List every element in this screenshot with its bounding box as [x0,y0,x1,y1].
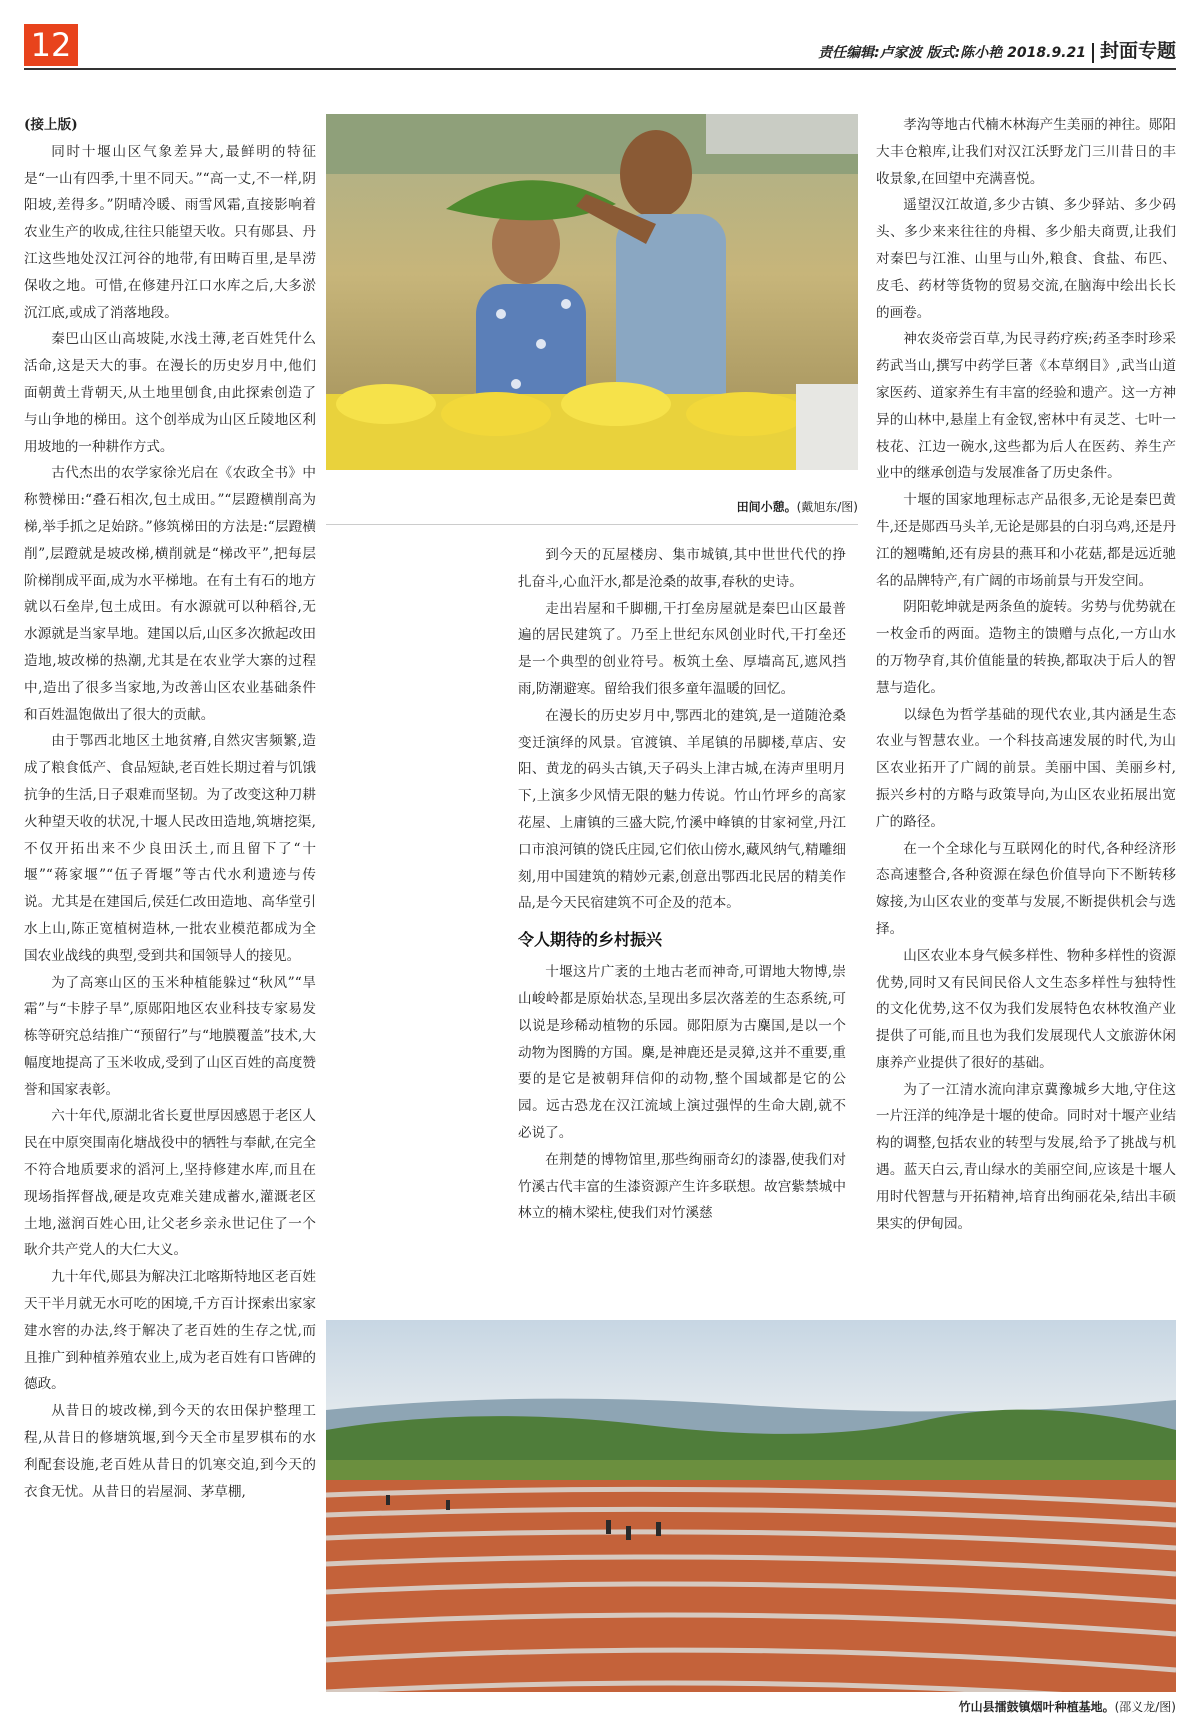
article-column-3 [876,112,1176,1237]
continued-note: (接上版) [24,117,78,133]
article-column-1 [24,112,316,1505]
paragraph: 古代杰出的农学家徐光启在《农政全书》中称赞梯田:“叠石相次,包土成田。”“层蹬横削高为梯,举手抓之足始跻。”修筑梯田的方法是:“层蹬横削”,层蹬就是坡改梯,横削就是“梯改平”,把每层阶梯削成平面,成为水平梯地。在有土有石的地方就以石垒岸,包土成田。有水源就可以种稻谷,无水源就是当家旱地。建国以后,山区多次掀起改田造地,坡改梯的热潮,尤其是在农业学大寨的过程中,造出了很多当家地,为改善山区农业基础条件和百姓温饱做出了很大的贡献。 [24,465,316,723]
paragraph: 神农炎帝尝百草,为民寻药疗疾;药圣李时珍采药武当山,撰写中药学巨著《本草纲目》,武当山道家医药、道家养生有丰富的经验和遗产。这一方神异的山林中,悬崖上有金钗,密林中有灵芝、七叶一枝花、江边一碗水,这些都为后人在医药、养生产业中的继承创造与发展准备了历史条件。 [876,331,1176,482]
paragraph: 为了高寒山区的玉米种植能躲过“秋风”“旱霜”与“卡脖子旱”,原郧阳地区农业科技专家易发栋等研究总结推广“预留行”与“地膜覆盖”技术,大幅度地提高了玉米收成,受到了山区百姓的高度赞誉和国家表彰。 [24,974,316,1098]
section-title: 封面专题 [1099,40,1176,62]
photo1-caption-text: 田间小憩。 [736,500,797,514]
photo2-caption [326,1698,1176,1715]
paragraph: 孝沟等地古代楠木林海产生美丽的神往。郧阳大丰仓粮库,让我们对汉江沃野龙门三川昔日的丰收景象,在回望中充满喜悦。 [876,117,1176,187]
paragraph: 同时十堰山区气象差异大,最鲜明的特征是“一山有四季,十里不同天。”“高一丈,不一样,阴阳坡,差得多。”阴晴冷暖、雨雪风霜,直接影响着农业生产的收成,往往只能望天收。只有郧县、丹江这些地处汉江河谷的地带,有田畴百里,是旱涝保收之地。可惜,在修建丹江口水库之后,大多淤沉江底,或成了消落地段。 [24,143,316,321]
paragraph: 十堰的国家地理标志产品很多,无论是秦巴黄牛,还是郧西马头羊,无论是郧县的白羽乌鸡,还是丹江的翘嘴鲌,还有房县的燕耳和小花菇,都是远近驰名的品牌特产,有广阔的市场前景与开发空间。 [876,492,1176,589]
photo-tobacco-field [326,1320,1176,1692]
photo1-caption [326,498,858,515]
caption-divider [326,524,858,525]
paragraph: 到今天的瓦屋楼房、集市城镇,其中世世代代的挣扎奋斗,心血汗水,都是沧桑的故事,春秋的史诗。 [518,547,846,590]
header-separator [1092,43,1094,63]
paragraph: 十堰这片广袤的土地古老而神奇,可谓地大物博,崇山峻岭都是原始状态,呈现出多层次落差的生态系统,可以说是珍稀动植物的乐园。郧阳原为古麇国,是以一个动物为图腾的方国。麇,是神鹿还是灵獐,这并不重要,重要的是它是被朝拜信仰的动物,整个国域都是它的公园。远古恐龙在汉江流域上演过强悍的生命大剧,就不必说了。 [518,964,846,1141]
header-layout: 版式:陈小艳 [926,45,1003,61]
paragraph: 在漫长的历史岁月中,鄂西北的建筑,是一道随沧桑变迁演绎的风景。官渡镇、羊尾镇的吊脚楼,草店、安阳、黄龙的码头古镇,天子码头上津古城,在涛声里明月下,上演多少风情无限的魅力传说。竹山竹坪乡的高家花屋、上庸镇的三盛大院,竹溪中峰镇的甘家祠堂,丹江口市浪河镇的饶氏庄园,它们依山傍水,藏风纳气,精雕细刻,用中国建筑的精妙元素,创意出鄂西北民居的精美作品,是今天民宿建筑不可企及的范本。 [518,707,846,912]
paragraph: 山区农业本身气候多样性、物种多样性的资源优势,同时又有民间民俗人文生态多样性与独特性的文化优势,这不仅为我们发展特色农林牧渔产业提供了可能,而且也为我们发展现代人文旅游休闲康养产业提供了很好的基础。 [876,947,1176,1071]
photo2-caption-text: 竹山县擂鼓镇烟叶种植基地。 [958,1700,1115,1714]
paragraph: 九十年代,郧县为解决江北喀斯特地区老百姓天干半月就无水可吃的困境,千方百计探索出家家建水窖的办法,终于解决了老百姓的生存之忧,而且推广到种植养殖农业上,成为老百姓有口皆碑的德政。 [24,1269,316,1393]
photo-couple-resting [326,114,858,470]
paragraph: 从昔日的坡改梯,到今天的农田保护整理工程,从昔日的修塘筑堰,到今天全市星罗棋布的水利配套设施,老百姓从昔日的饥寒交迫,到今天的衣食无忧。从昔日的岩屋洞、茅草棚, [24,1403,316,1500]
paragraph: 走出岩屋和千脚棚,干打垒房屋就是秦巴山区最普遍的居民建筑了。乃至上世纪东风创业时代,干打垒还是一个典型的创业符号。板筑土垒、厚墙高瓦,遮风挡雨,防潮避寒。留给我们很多童年温暖的回忆。 [518,600,846,697]
paragraph: 在一个全球化与互联网化的时代,各种经济形态高速整合,各种资源在绿色价值导向下不断转移嫁接,为山区农业的变革与发展,不断提供机会与选择。 [876,840,1176,937]
paragraph: 以绿色为哲学基础的现代农业,其内涵是生态农业与智慧农业。一个科技高速发展的时代,为山区农业拓开了广阔的前景。美丽中国、美丽乡村,振兴乡村的方略与政策导向,为山区农业拓展出宽广的路径。 [876,706,1176,830]
photo1-credit: (戴旭东/图) [796,500,858,514]
header-rule [24,68,1176,70]
header-editor: 责任编辑:卢家波 [818,45,922,61]
paragraph: 为了一江清水流向津京冀豫城乡大地,守住这一片汪洋的纯净是十堰的使命。同时对十堰产业结构的调整,包括农业的转型与发展,给予了挑战与机遇。蓝天白云,青山绿水的美丽空间,应该是十堰人用时代智慧与开拓精神,培育出绚丽花朵,结出丰硕果实的伊甸园。 [876,1081,1176,1232]
paragraph: 六十年代,原湖北省长夏世厚因感恩于老区人民在中原突围南化塘战役中的牺牲与奉献,在完全不符合地质要求的滔河上,坚持修建水库,而且在现场指挥督战,硬是攻克难关建成蓄水,灌溉老区土地,滋润百姓心田,让父老乡亲永世记住了一个耿介共产党人的大仁大义。 [24,1108,316,1259]
paragraph: 由于鄂西北地区土地贫瘠,自然灾害频繁,造成了粮食低产、食品短缺,老百姓长期过着与饥饿抗争的生活,日子艰难而坚韧。为了改变这种刀耕火种望天收的状况,十堰人民改田造地,筑塘挖渠,不仅开拓出来不少良田沃土,而且留下了“十堰”“蒋家堰”“伍子胥堰”等古代水利遗迹与传说。尤其是在建国后,侯廷仁改田造地、高华堂引水上山,陈正宽植树造林,一批农业模范都成为全国农业战线的典型,受到共和国领导人的接见。 [24,733,316,964]
header-info [818,36,1176,63]
page-header [24,24,1176,70]
subheading: 令人期待的乡村振兴 [518,930,663,950]
paragraph: 秦巴山区山高坡陡,水浅土薄,老百姓凭什么活命,这是天大的事。在漫长的历史岁月中,他们面朝黄土背朝天,从土地里刨食,由此探索创造了与山争地的梯田。这个创举成为山区丘陵地区利用坡地的一种耕作方式。 [24,331,316,455]
paragraph: 阴阳乾坤就是两条鱼的旋转。劣势与优势就在一枚金币的两面。造物主的馈赠与点化,一方山水的万物孕育,其价值能量的转换,都取决于后人的智慧与造化。 [876,599,1176,696]
photo2-credit: (邵义龙/图) [1114,1700,1176,1714]
paragraph: 遥望汉江故道,多少古镇、多少驿站、多少码头、多少来来往往的舟楫、多少船夫商贾,让我们对秦巴与江淮、山里与山外,粮食、食盐、布匹、皮毛、药材等货物的贸易交流,在脑海中绘出长长的画卷。 [876,197,1176,321]
paragraph: 在荆楚的博物馆里,那些绚丽奇幻的漆器,使我们对竹溪古代丰富的生漆资源产生许多联想。故宫紫禁城中林立的楠木梁柱,使我们对竹溪慈 [518,1151,846,1222]
article-column-2 [518,542,846,1227]
page-number: 12 [24,24,78,66]
header-date: 2018.9.21 [1007,45,1086,61]
